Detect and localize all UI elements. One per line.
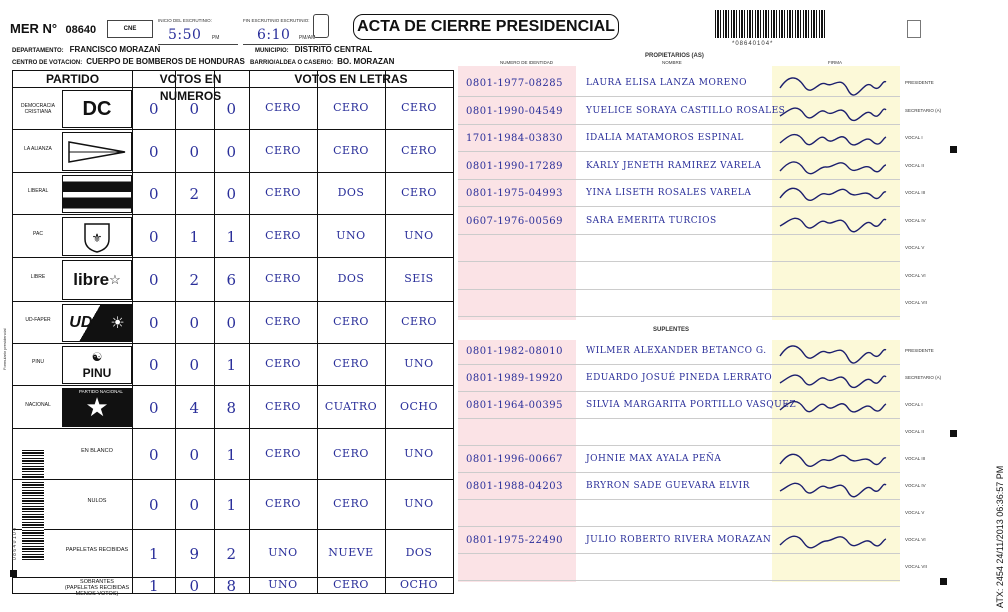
- sig-header: FIRMA: [828, 60, 842, 65]
- vote-digit: 0: [148, 142, 160, 161]
- member-id: 0801-1990-04549: [466, 105, 563, 117]
- party-row: [13, 529, 453, 578]
- party-row: [13, 214, 453, 258]
- member-name: YINA LISETH ROSALES VARELA: [586, 188, 752, 198]
- member-row-line: [458, 261, 900, 262]
- vote-digit: 0: [189, 142, 200, 161]
- party-row: [13, 129, 453, 173]
- vote-word: OCHO: [399, 399, 439, 413]
- party-logo: ☯ PINU: [62, 346, 132, 384]
- vote-word: NUEVE: [328, 546, 374, 559]
- vote-digit: 0: [148, 185, 160, 203]
- vote-word: DOS: [405, 546, 433, 559]
- signature-scribble: [778, 125, 888, 151]
- member-role: VOCAL VII: [905, 300, 927, 305]
- vote-word: CERO: [265, 272, 301, 285]
- transmission-stamp: ATX: 2454 24/11/2013 06:36:57 PM: [995, 465, 1005, 608]
- vote-digit: 4: [189, 398, 200, 417]
- vote-digit: 0: [148, 445, 160, 464]
- propietarios-header: PROPIETARIOS (AS): [645, 53, 704, 59]
- hora-fin-label: FIN ESCRUTINIO ESCRUTINIO:: [243, 18, 310, 23]
- vote-word: UNO: [404, 357, 434, 370]
- vote-word: CERO: [333, 497, 369, 510]
- vote-digit: 0: [189, 496, 200, 514]
- mer-number: 08640: [65, 24, 97, 36]
- member-row-line: [458, 553, 900, 554]
- vote-word: DOS: [337, 186, 365, 199]
- member-role: VOCAL V: [905, 245, 925, 250]
- member-id: 0801-1982-08010: [466, 346, 563, 357]
- party-row: [13, 87, 453, 130]
- member-role: PRESIDENTE: [905, 80, 934, 85]
- member-row: [458, 421, 900, 447]
- party-row: [13, 385, 453, 429]
- centro-votacion: CENTRO DE VOTACION: CUERPO DE BOMBEROS DE HONDURAS: [12, 57, 245, 66]
- member-role: VOCAL VI: [905, 537, 926, 542]
- party-row: [13, 257, 453, 302]
- vote-digit: 1: [226, 496, 237, 514]
- member-row: [458, 556, 900, 582]
- party-row: [13, 172, 453, 215]
- member-name: SILVIA MARGARITA PORTILLO VASQUEZ: [586, 400, 797, 410]
- party-name: DEMOCRACIA CRISTIANA: [21, 103, 55, 115]
- name-header: NOMBRE: [662, 60, 682, 65]
- vote-word: CERO: [333, 315, 369, 328]
- vote-digit: 0: [189, 314, 200, 332]
- vote-word: UNO: [268, 578, 298, 591]
- cne-logo: CNE: [107, 20, 153, 38]
- signature-scribble: [778, 153, 888, 179]
- member-role: VOCAL III: [905, 456, 926, 461]
- svg-text:⚜: ⚜: [91, 230, 103, 245]
- member-role: SECRETARIO (A): [905, 375, 942, 380]
- member-role: VOCAL VI: [905, 272, 926, 278]
- hora-inicio-label: INICIO DEL ESCRUTINIO:: [158, 18, 212, 23]
- vote-word: CERO: [401, 143, 437, 157]
- signature-scribble: [778, 98, 888, 124]
- col-partido-header: PARTIDO: [45, 72, 100, 86]
- member-name: EDUARDO JOSUÉ PINEDA LERRATO: [586, 373, 773, 383]
- party-logo: libre ☆: [62, 260, 132, 300]
- party-logo: ★: [62, 388, 132, 427]
- page-title: ACTA DE CIERRE PRESIDENCIAL: [353, 14, 619, 40]
- vote-digit: 0: [148, 100, 160, 118]
- votes-table: [12, 70, 454, 597]
- vote-digit: 9: [189, 545, 200, 563]
- party-row: [13, 343, 453, 386]
- vote-word: CERO: [333, 101, 369, 114]
- vote-digit: 1: [226, 445, 237, 464]
- barcode-left: [22, 450, 44, 560]
- party-row: [13, 301, 453, 344]
- member-row-line: [458, 499, 900, 500]
- vote-digit: 8: [226, 577, 237, 595]
- party-logo: [62, 175, 132, 213]
- vote-word: UNO: [404, 446, 434, 460]
- vote-word: UNO: [268, 546, 298, 559]
- vote-word: CERO: [265, 357, 301, 370]
- member-role: VOCAL III: [905, 190, 926, 195]
- registration-mark: [940, 578, 947, 585]
- hora-fin-field: 6:10 PM/AM: [243, 26, 331, 45]
- party-logo: UD ☀: [62, 304, 132, 342]
- vote-digit: 0: [189, 356, 200, 374]
- party-name: PAPELETAS RECIBIDAS: [65, 547, 129, 553]
- vote-word: DOS: [337, 272, 365, 285]
- member-name: LAURA ELISA LANZA MORENO: [586, 78, 747, 88]
- member-role: PRESIDENTE: [905, 348, 934, 353]
- suplentes-header: SUPLENTES: [653, 327, 690, 333]
- id-header: NUMERO DE IDENTIDAD: [500, 60, 554, 65]
- member-name: JOHNIE MAX AYALA PEÑA: [586, 454, 722, 464]
- municipio: MUNICIPIO: DISTRITO CENTRAL: [255, 45, 373, 54]
- vote-digit: 0: [189, 445, 200, 464]
- member-role: VOCAL V: [905, 510, 925, 515]
- vote-digit: 2: [226, 545, 237, 563]
- vote-digit: 2: [189, 271, 200, 289]
- vote-digit: 1: [189, 227, 200, 246]
- vote-digit: 0: [148, 271, 160, 289]
- member-id: 0801-1975-04993: [466, 188, 563, 199]
- party-name: UD-FAPER: [25, 317, 51, 323]
- time-box: [313, 14, 329, 38]
- vote-digit: 1: [226, 227, 237, 246]
- logo-caption: PARTIDO NACIONAL: [79, 389, 123, 394]
- member-id: 0801-1996-00667: [466, 454, 563, 465]
- vote-digit: 0: [226, 314, 237, 332]
- member-id: 0607-1976-00569: [466, 215, 563, 227]
- member-name: KARLY JENETH RAMIREZ VARELA: [586, 160, 762, 171]
- vote-digit: 1: [148, 577, 160, 595]
- vote-digit: 1: [148, 545, 160, 563]
- vote-word: CERO: [265, 186, 301, 199]
- vote-digit: 0: [148, 314, 160, 332]
- barcode-top-text: *08640104*: [732, 41, 774, 47]
- member-role: VOCAL I: [905, 135, 923, 140]
- vote-word: UNO: [404, 228, 434, 242]
- vote-digit: 1: [226, 356, 237, 374]
- vote-word: CERO: [333, 143, 369, 157]
- vote-word: CUATRO: [324, 399, 378, 413]
- member-role: VOCAL VII: [905, 564, 927, 569]
- member-row-line: [458, 418, 900, 419]
- vote-word: UNO: [336, 228, 366, 242]
- departamento: DEPARTAMENTO: FRANCISCO MORAZAN: [12, 45, 161, 54]
- party-name: SOBRANTES (PAPELETAS RECIBIDAS MENOS VOTOS): [64, 579, 130, 597]
- member-role: VOCAL I: [905, 402, 923, 407]
- registration-mark: [950, 430, 957, 437]
- member-id: 0801-1977-08285: [466, 78, 563, 89]
- party-name: NACIONAL: [25, 401, 51, 408]
- party-name: LA ALIANZA: [24, 145, 52, 152]
- vote-word: CERO: [333, 357, 369, 370]
- member-name: IDALIA MATAMOROS ESPINAL: [586, 133, 744, 143]
- party-name: NULOS: [87, 498, 107, 504]
- signature-scribble: [778, 208, 888, 234]
- signature-scribble: [778, 365, 888, 391]
- signature-scribble: [778, 473, 888, 499]
- member-id: 0801-1988-04203: [466, 481, 563, 492]
- party-name: LIBRE: [30, 274, 46, 280]
- member-name: BRYRON SADE GUEVARA ELVIR: [586, 481, 750, 491]
- party-logo: DC: [62, 90, 132, 128]
- vote-digit: 0: [148, 227, 160, 246]
- signature-scribble: [778, 527, 888, 553]
- member-role: VOCAL II: [905, 429, 924, 434]
- party-name: PINU: [32, 359, 44, 365]
- mer-label: MER N° 08640: [10, 21, 97, 36]
- party-name: EN BLANCO: [81, 447, 113, 454]
- registration-mark: [10, 570, 17, 577]
- vote-digit: 0: [148, 356, 160, 374]
- member-name: WILMER ALEXANDER BETANCO G.: [586, 346, 767, 356]
- member-row-line: [458, 316, 900, 317]
- vote-word: CERO: [265, 143, 301, 157]
- member-name: JULIO ROBERTO RIVERA MORAZAN: [586, 535, 772, 545]
- member-role: VOCAL IV: [905, 217, 926, 223]
- registration-mark: [950, 146, 957, 153]
- party-logo: [62, 217, 132, 256]
- vote-digit: 2: [189, 185, 200, 203]
- signature-scribble: [778, 70, 888, 96]
- vote-word: CERO: [265, 497, 301, 510]
- party-row: [13, 479, 453, 530]
- member-row-line: [458, 289, 900, 290]
- vote-word: CERO: [265, 446, 301, 460]
- signature-scribble: [778, 338, 888, 364]
- col-numeros-header: VOTOS EN NUMEROS: [159, 72, 222, 103]
- member-row: [458, 292, 900, 318]
- vote-word: CERO: [265, 228, 301, 242]
- member-role: VOCAL II: [905, 162, 924, 168]
- party-row: [13, 428, 453, 480]
- member-row-line: [458, 580, 900, 581]
- print-note: Formulario presidencial: [2, 328, 7, 370]
- barrio: BARRIO/ALDEA O CASERIO: BO. MORAZAN: [250, 57, 395, 66]
- member-row: [458, 237, 900, 263]
- signature-scribble: [778, 392, 888, 418]
- member-id: 0801-1990-17289: [466, 160, 563, 172]
- vote-word: CERO: [265, 399, 301, 413]
- vote-digit: 0: [148, 398, 160, 417]
- vote-word: OCHO: [399, 578, 439, 591]
- party-name: PAC: [33, 230, 43, 237]
- member-name: SARA EMERITA TURCIOS: [586, 215, 717, 226]
- vote-word: CERO: [401, 315, 437, 328]
- party-row: [13, 577, 453, 597]
- member-role: VOCAL IV: [905, 483, 926, 488]
- member-id: 0801-1989-19920: [466, 373, 563, 384]
- vote-digit: 0: [189, 100, 200, 118]
- vote-word: CERO: [401, 101, 437, 114]
- vote-digit: 6: [226, 271, 237, 289]
- party-logo: [62, 132, 132, 171]
- vote-word: SEIS: [404, 272, 434, 285]
- vote-digit: 0: [226, 142, 237, 161]
- vote-digit: 0: [226, 100, 237, 118]
- party-name: LIBERAL: [27, 188, 49, 194]
- barcode-left-text: 0 8 6 4 0 1 0 4: [12, 528, 18, 560]
- signature-scribble: [778, 446, 888, 472]
- vote-word: CERO: [265, 101, 301, 114]
- vote-digit: 0: [226, 185, 237, 203]
- hora-inicio-field: 5:50 PM: [158, 26, 238, 45]
- col-letras-header: VOTOS EN LETRAS: [294, 72, 408, 86]
- vote-word: UNO: [404, 497, 434, 510]
- member-name: YUELICE SORAYA CASTILLO ROSALES: [586, 105, 786, 116]
- vote-word: CERO: [333, 446, 369, 460]
- barcode-top: [715, 10, 827, 38]
- vote-word: CERO: [333, 578, 369, 591]
- vote-digit: 0: [148, 496, 160, 514]
- vote-word: CERO: [265, 315, 301, 328]
- member-row-line: [458, 234, 900, 235]
- vote-word: CERO: [401, 186, 437, 199]
- member-row: [458, 265, 900, 291]
- member-id: 0801-1975-22490: [466, 535, 563, 546]
- member-row: [458, 502, 900, 528]
- signature-scribble: [778, 180, 888, 206]
- member-role: SECRETARIO (A): [905, 107, 942, 113]
- vote-digit: 8: [226, 398, 237, 417]
- vote-digit: 0: [189, 577, 200, 595]
- member-id: 1701-1984-03830: [466, 133, 563, 144]
- member-id: 0801-1964-00395: [466, 400, 563, 411]
- qr-corner: [907, 20, 921, 38]
